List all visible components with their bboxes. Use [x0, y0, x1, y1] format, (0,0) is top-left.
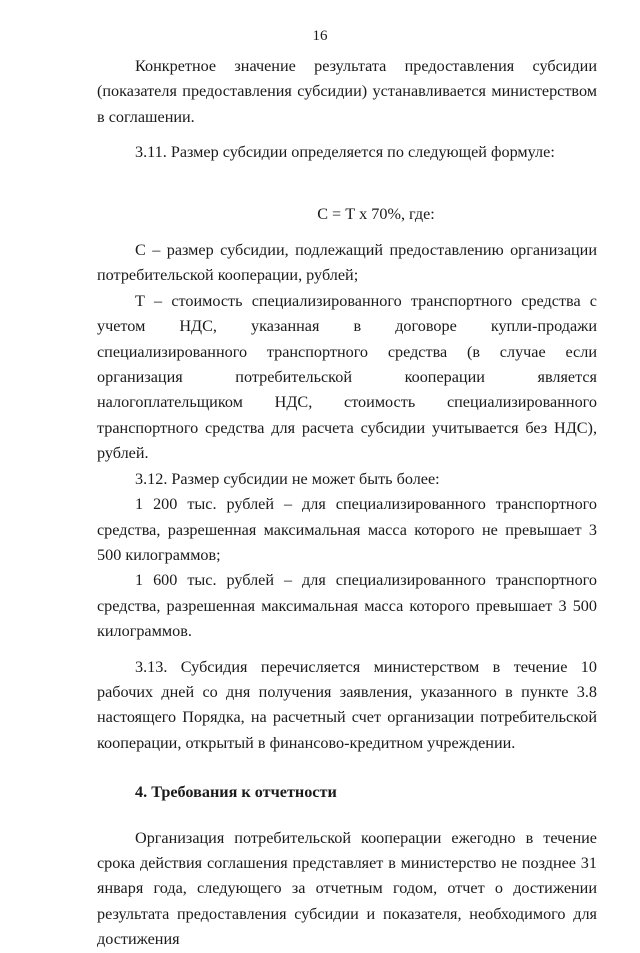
- paragraph-3-11: 3.11. Размер субсидии определяется по следующей формуле:: [135, 143, 555, 162]
- page-number: 16: [312, 28, 328, 44]
- paragraph-limit-1600: 1 600 тыс. рублей – для специализированного транспортного средства, разрешенная максимальная масса которого превышает 3 500 килограммов.: [97, 571, 597, 641]
- paragraph-definition-t: Т – стоимость специализированного транспортного средства с учетом НДС, указанная в договоре купли-продажи специализированного транспортного средства (в случае если организация потребительской кооперации является налогоплательщиком НДС, стоимость специализированного транспортного средства для расчета субсидии учитывается без НДС), рублей.: [97, 291, 597, 463]
- paragraph-limit-1200: 1 200 тыс. рублей – для специализированного транспортного средства, разрешенная максимальная масса которого не превышает 3 500 килограммов;: [97, 495, 597, 564]
- paragraph-3-13: 3.13. Субсидия перечисляется министерством в течение 10 рабочих дней со дня получения заявления, указанного в пункте 3.8 настоящего Порядка, на расчетный счет организации потребительской кооперации, открытый в финансово-кредитном учреждении.: [97, 657, 597, 752]
- paragraph-definition-c: С – размер субсидии, подлежащий предоставлению организации потребительской кооперации, рублей;: [97, 241, 597, 285]
- subsidy-formula: С = Т х 70%, где:: [317, 204, 435, 223]
- section-heading-4: 4. Требования к отчетности: [135, 783, 337, 802]
- paragraph-result-value: Конкретное значение результата предоставления субсидии (показателя предоставления субсидии) устанавливается министерством в соглашении.: [97, 57, 597, 126]
- paragraph-reporting: Организация потребительской кооперации ежегодно в течение срока действия соглашения представляет в министерство не позднее 31 января года, следующего за отчетным годом, отчет о достижении результата предоставления субсидии и показателя, необходимого для достижения: [97, 828, 597, 949]
- document-body: [97, 54, 597, 953]
- paragraph-3-12: 3.12. Размер субсидии не может быть более:: [135, 469, 440, 488]
